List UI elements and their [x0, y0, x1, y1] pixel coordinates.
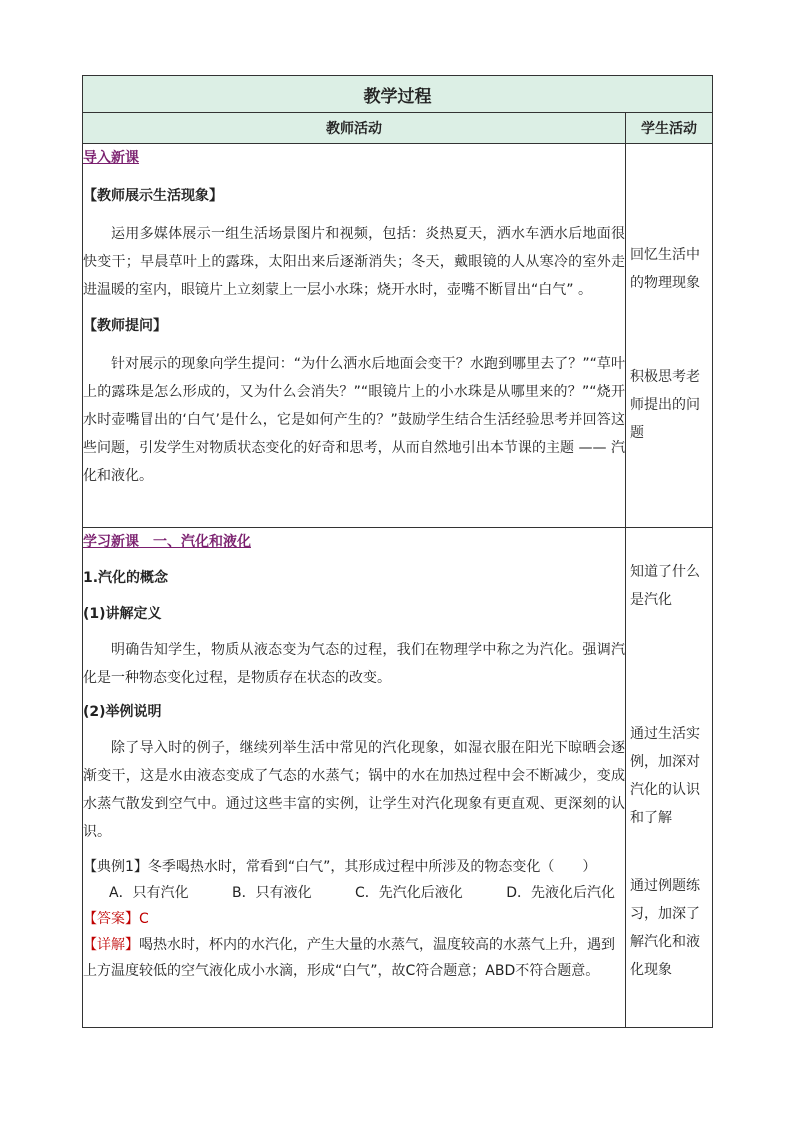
section2-student-note-3: 通过例题练习，加深了解汽化和液化现象 [630, 878, 700, 978]
section1-student-cell [626, 144, 713, 528]
example-answer [83, 906, 625, 932]
option-c: C．先汽化后液化 [355, 885, 463, 901]
section2-student-note-1: 知道了什么是汽化 [630, 564, 700, 608]
section2-paragraph-2: 除了导入时的例子，继续列举生活中常见的汽化现象，如湿衣服在阳光下晾晒会逐渐变干，这是水由液态变成了气态的水蒸气；锅中的水在加热过程中会不断减少，变成水蒸气散发到空气中。通过这些丰富的实例，让学生对汽化现象有更直观、更深刻的认识。 [83, 740, 625, 840]
section1-sub-heading-1: 【教师展示生活现象】 [83, 188, 223, 204]
option-a: A．只有汽化 [109, 885, 189, 901]
header-student-activity: 学生活动 [626, 113, 713, 144]
example-detail [83, 932, 625, 984]
section1-student-note-1: 回忆生活中的物理现象 [630, 247, 700, 291]
option-b: B．只有液化 [231, 885, 312, 901]
table-title: 教学过程 [83, 76, 713, 113]
section1-teacher-cell [83, 144, 626, 528]
section2-teacher-cell [83, 528, 626, 1028]
lesson-process-table [82, 75, 713, 1028]
section2-sub-heading-3: (2)举例说明 [83, 704, 162, 720]
option-d: D．先液化后汽化 [506, 885, 615, 901]
section2-heading: 学习新课 一、汽化和液化 [83, 534, 251, 550]
section2-student-cell [626, 528, 713, 1028]
section2-sub-heading-1: 1.汽化的概念 [83, 570, 169, 586]
example-question: 【典例1】冬季喝热水时，常看到“白气”，其形成过程中所涉及的物态变化（ ） [83, 859, 597, 875]
section1-heading: 导入新课 [83, 150, 139, 166]
section1-student-note-2: 积极思考老师提出的问题 [630, 369, 700, 441]
section1-paragraph-2: 针对展示的现象向学生提问：“为什么洒水后地面会变干？水跑到哪里去了？”“草叶上的露珠是怎么形成的，又为什么会消失？”“眼镜片上的小水珠是从哪里来的？”“烧开水时壶嘴冒出的‘白气’是什么，它是如何产生的？”鼓励学生结合生活经验思考并回答这些问题，引发学生对物质状态变化的好奇和思考，从而自然地引出本节课的主题 —— 汽化和液化。 [83, 356, 625, 484]
header-teacher-activity: 教师活动 [83, 113, 626, 144]
section1-sub-heading-2: 【教师提问】 [83, 318, 167, 334]
section2-sub-heading-2: (1)讲解定义 [83, 606, 162, 622]
section1-paragraph-1: 运用多媒体展示一组生活场景图片和视频，包括：炎热夏天，洒水车洒水后地面很快变干；早晨草叶上的露珠，太阳出来后逐渐消失；冬天，戴眼镜的人从寒冷的室外走进温暖的室内，眼镜片上立刻蒙上一层小水珠；烧开水时，壶嘴不断冒出“白气” 。 [83, 226, 625, 298]
example-options [83, 880, 625, 906]
answer-value: C [139, 911, 149, 927]
section2-paragraph-1: 明确告知学生，物质从液态变为气态的过程，我们在物理学中称之为汽化。强调汽化是一种物态变化过程，是物质存在状态的改变。 [83, 642, 625, 686]
answer-label: 【答案】 [83, 911, 139, 927]
detail-text: 喝热水时，杯内的水汽化，产生大量的水蒸气，温度较高的水蒸气上升，遇到上方温度较低的空气液化成小水滴，形成“白气”，故C符合题意；ABD不符合题意。 [83, 937, 615, 979]
detail-label: 【详解】 [83, 937, 139, 953]
section2-student-note-2: 通过生活实例，加深对汽化的认识和了解 [630, 726, 700, 826]
